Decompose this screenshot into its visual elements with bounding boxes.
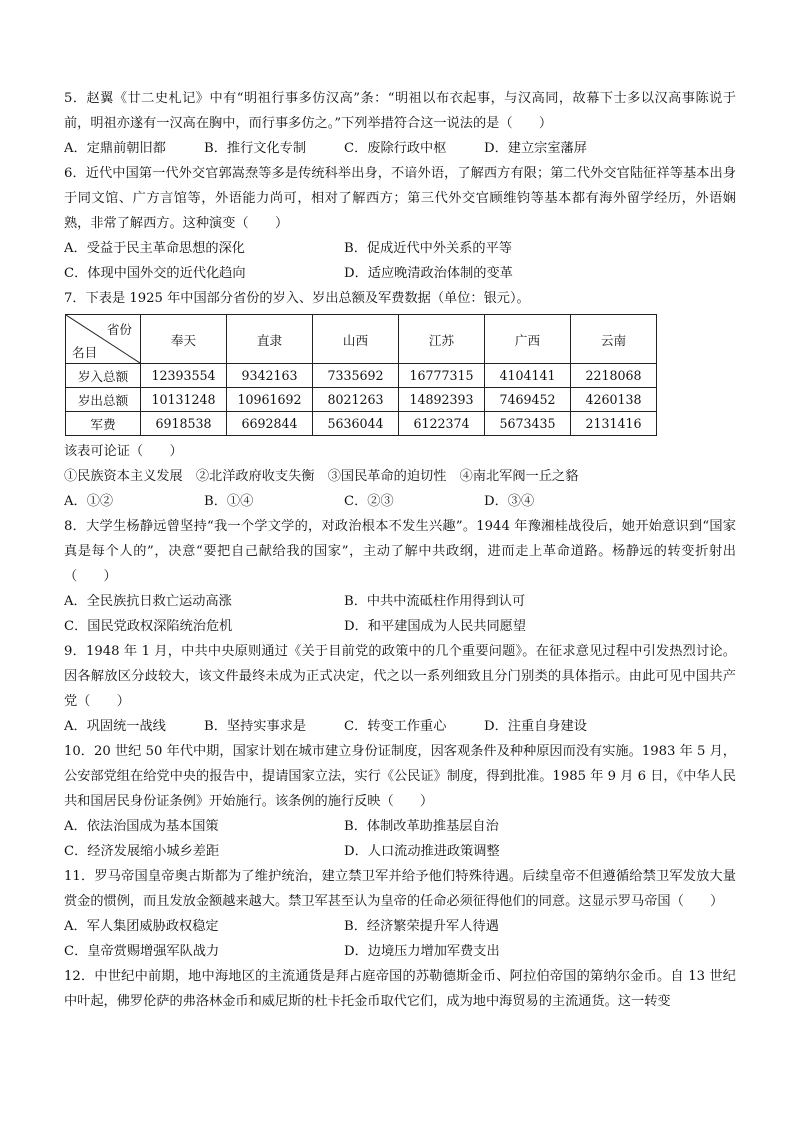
q9-option-a: A．巩固统一战线 xyxy=(64,719,166,734)
table-cell: 16777315 xyxy=(399,364,485,388)
q8-options-row1 xyxy=(64,589,736,614)
table-cell: 10961692 xyxy=(227,388,313,412)
row-label: 岁出总额 xyxy=(66,388,141,412)
row-label: 岁入总额 xyxy=(66,364,141,388)
q7-option-c: C．②③ xyxy=(344,494,394,509)
col-header: 云南 xyxy=(571,315,657,364)
q10-option-b: B．体制改革助推基层自治 xyxy=(344,819,499,834)
q8-option-b: B．中共中流砥柱作用得到认可 xyxy=(344,594,526,609)
q6-option-d: D．适应晚清政治体制的变革 xyxy=(344,266,513,281)
table-cell: 12393554 xyxy=(141,364,227,388)
q5-option-a: A．定鼎前朝旧都 xyxy=(64,141,166,156)
table-cell: 4104141 xyxy=(485,364,571,388)
q5-option-b: B．推行文化专制 xyxy=(204,141,307,156)
q10-option-c: C．经济发展缩小城乡差距 xyxy=(64,844,220,859)
table-cell: 4260138 xyxy=(571,388,657,412)
q6-option-a: A．受益于民主革命思想的深化 xyxy=(64,241,245,256)
q6-options-row2 xyxy=(64,261,736,286)
q7-table xyxy=(65,314,657,436)
table-cell: 6692844 xyxy=(227,412,313,436)
table-row xyxy=(66,364,657,388)
q7-option-a: A．①② xyxy=(64,494,114,509)
q9-stem: 9．1948 年 1 月，中共中央原则通过《关于目前党的政策中的几个重要问题》。在征求意见过程中引发热烈讨论。因各解放区分歧较大，该文件最终未成为正式决定，代之以一系列细致且分门别类的具体指示。由此可见中国共产党（ ） xyxy=(64,644,736,709)
row-label: 军费 xyxy=(66,412,141,436)
q6-options-row1 xyxy=(64,236,736,261)
q8-option-a: A．全民族抗日救亡运动高涨 xyxy=(64,594,232,609)
q11-option-a: A．军人集团威胁政权稳定 xyxy=(64,919,219,934)
q9-options xyxy=(64,714,736,739)
question-list xyxy=(64,86,736,1014)
table-cell: 5673435 xyxy=(485,412,571,436)
q7-question: 该表可论证（ ） xyxy=(64,444,183,459)
col-header: 山西 xyxy=(313,315,399,364)
table-cell: 10131248 xyxy=(141,388,227,412)
col-header: 直隶 xyxy=(227,315,313,364)
q7-items: ①民族资本主义发展 ②北洋政府收支失衡 ③国民革命的迫切性 ④南北军阀一丘之貉 xyxy=(64,469,579,484)
q8-options-row2 xyxy=(64,614,736,639)
q7-option-d: D．③④ xyxy=(484,494,535,509)
q6-option-b: B．促成近代中外关系的平等 xyxy=(344,241,512,256)
q5-option-c: C．废除行政中枢 xyxy=(344,141,447,156)
q10-options-row1 xyxy=(64,814,736,839)
q8-option-c: C．国民党政权深陷统治危机 xyxy=(64,619,233,634)
table-row xyxy=(66,388,657,412)
q12-stem: 12．中世纪中前期，地中海地区的主流通货是拜占庭帝国的苏勒德斯金币、阿拉伯帝国的第纳尔金币。自 13 世纪中叶起，佛罗伦萨的弗洛林金币和威尼斯的杜卡托金币取代它们，成为地中海贸易的主流通货。这一转变 xyxy=(64,969,736,1009)
q6-stem: 6．近代中国第一代外交官郭嵩焘等多是传统科举出身，不谙外语，了解西方有限；第二代外交官陆征祥等基本出身于同文馆、广方言馆等，外语能力尚可，相对了解西方；第三代外交官顾维钧等基本都有海外留学经历，外语娴熟，非常了解西方。这种演变（ ） xyxy=(64,166,736,231)
q9-option-b: B．坚持实事求是 xyxy=(204,719,307,734)
table-cell: 6122374 xyxy=(399,412,485,436)
q10-option-a: A．依法治国成为基本国策 xyxy=(64,819,219,834)
q8-stem: 8．大学生杨静远曾坚持“我一个学文学的，对政治根本不发生兴趣”。1944 年豫湘桂战役后，她开始意识到“国家真是每个人的”，决意“要把自己献给我的国家”，主动了解中共政纲，进而走上革命道路。杨静远的转变折射出（ ） xyxy=(64,519,736,584)
table-row xyxy=(66,412,657,436)
q5-stem: 5．赵翼《廿二史札记》中有“明祖行事多仿汉高”条：“明祖以布衣起事，与汉高同，故幕下士多以汉高事陈说于前，明祖亦遂有一汉高在胸中，而行事多仿之。”下列举措符合这一说法的是（ ） xyxy=(64,91,736,131)
corner-label-item: 名目 xyxy=(72,345,98,360)
q5-options xyxy=(64,136,736,161)
q10-options-row2 xyxy=(64,839,736,864)
col-header: 广西 xyxy=(485,315,571,364)
q9-option-d: D．注重自身建设 xyxy=(484,719,587,734)
col-header: 江苏 xyxy=(399,315,485,364)
table-cell: 2218068 xyxy=(571,364,657,388)
q7-options xyxy=(64,489,736,514)
q7-option-b: B．①④ xyxy=(204,494,254,509)
q11-option-c: C．皇帝赏赐增强军队战力 xyxy=(64,944,220,959)
table-cell: 7469452 xyxy=(485,388,571,412)
q8-option-d: D．和平建国成为人民共同愿望 xyxy=(344,619,527,634)
corner-label-province: 省份 xyxy=(106,322,132,337)
table-cell: 14892393 xyxy=(399,388,485,412)
col-header: 奉天 xyxy=(141,315,227,364)
q10-stem: 10．20 世纪 50 年代中期，国家计划在城市建立身份证制度，因客观条件及种种原因而没有实施。1983 年 5 月，公安部党组在给党中央的报告中，提请国家立法，实行《公民证》制度，得到批准。1985 年 9 月 6 日，《中华人民共和国居民身份证条例》开始施行。该条例的施行反映（ ） xyxy=(64,744,736,809)
table-cell: 6918538 xyxy=(141,412,227,436)
q11-option-d: D．边境压力增加军费支出 xyxy=(344,944,500,959)
table-cell: 9342163 xyxy=(227,364,313,388)
table-cell: 5636044 xyxy=(313,412,399,436)
q9-option-c: C．转变工作重心 xyxy=(344,719,447,734)
table-cell: 2131416 xyxy=(571,412,657,436)
q6-option-c: C．体现中国外交的近代化趋向 xyxy=(64,266,246,281)
q5-option-d: D．建立宗室藩屏 xyxy=(484,141,587,156)
q11-options-row2 xyxy=(64,939,736,964)
table-cell: 7335692 xyxy=(313,364,399,388)
table-cell: 8021263 xyxy=(313,388,399,412)
q7-table-corner xyxy=(66,315,141,364)
q7-table-header xyxy=(66,315,657,364)
q7-stem: 7．下表是 1925 年中国部分省份的岁入、岁出总额及军费数据（单位：银元）。 xyxy=(64,291,530,306)
q11-option-b: B．经济繁荣提升军人待遇 xyxy=(344,919,499,934)
q11-stem: 11．罗马帝国皇帝奥古斯都为了维护统治，建立禁卫军并给予他们特殊待遇。后续皇帝不但遵循给禁卫军发放大量赏金的惯例，而且发放金额越来越大。禁卫军甚至认为皇帝的任命必须征得他们的同意。这显示罗马帝国（ ） xyxy=(64,869,736,909)
q10-option-d: D．人口流动推进政策调整 xyxy=(344,844,500,859)
q11-options-row1 xyxy=(64,914,736,939)
